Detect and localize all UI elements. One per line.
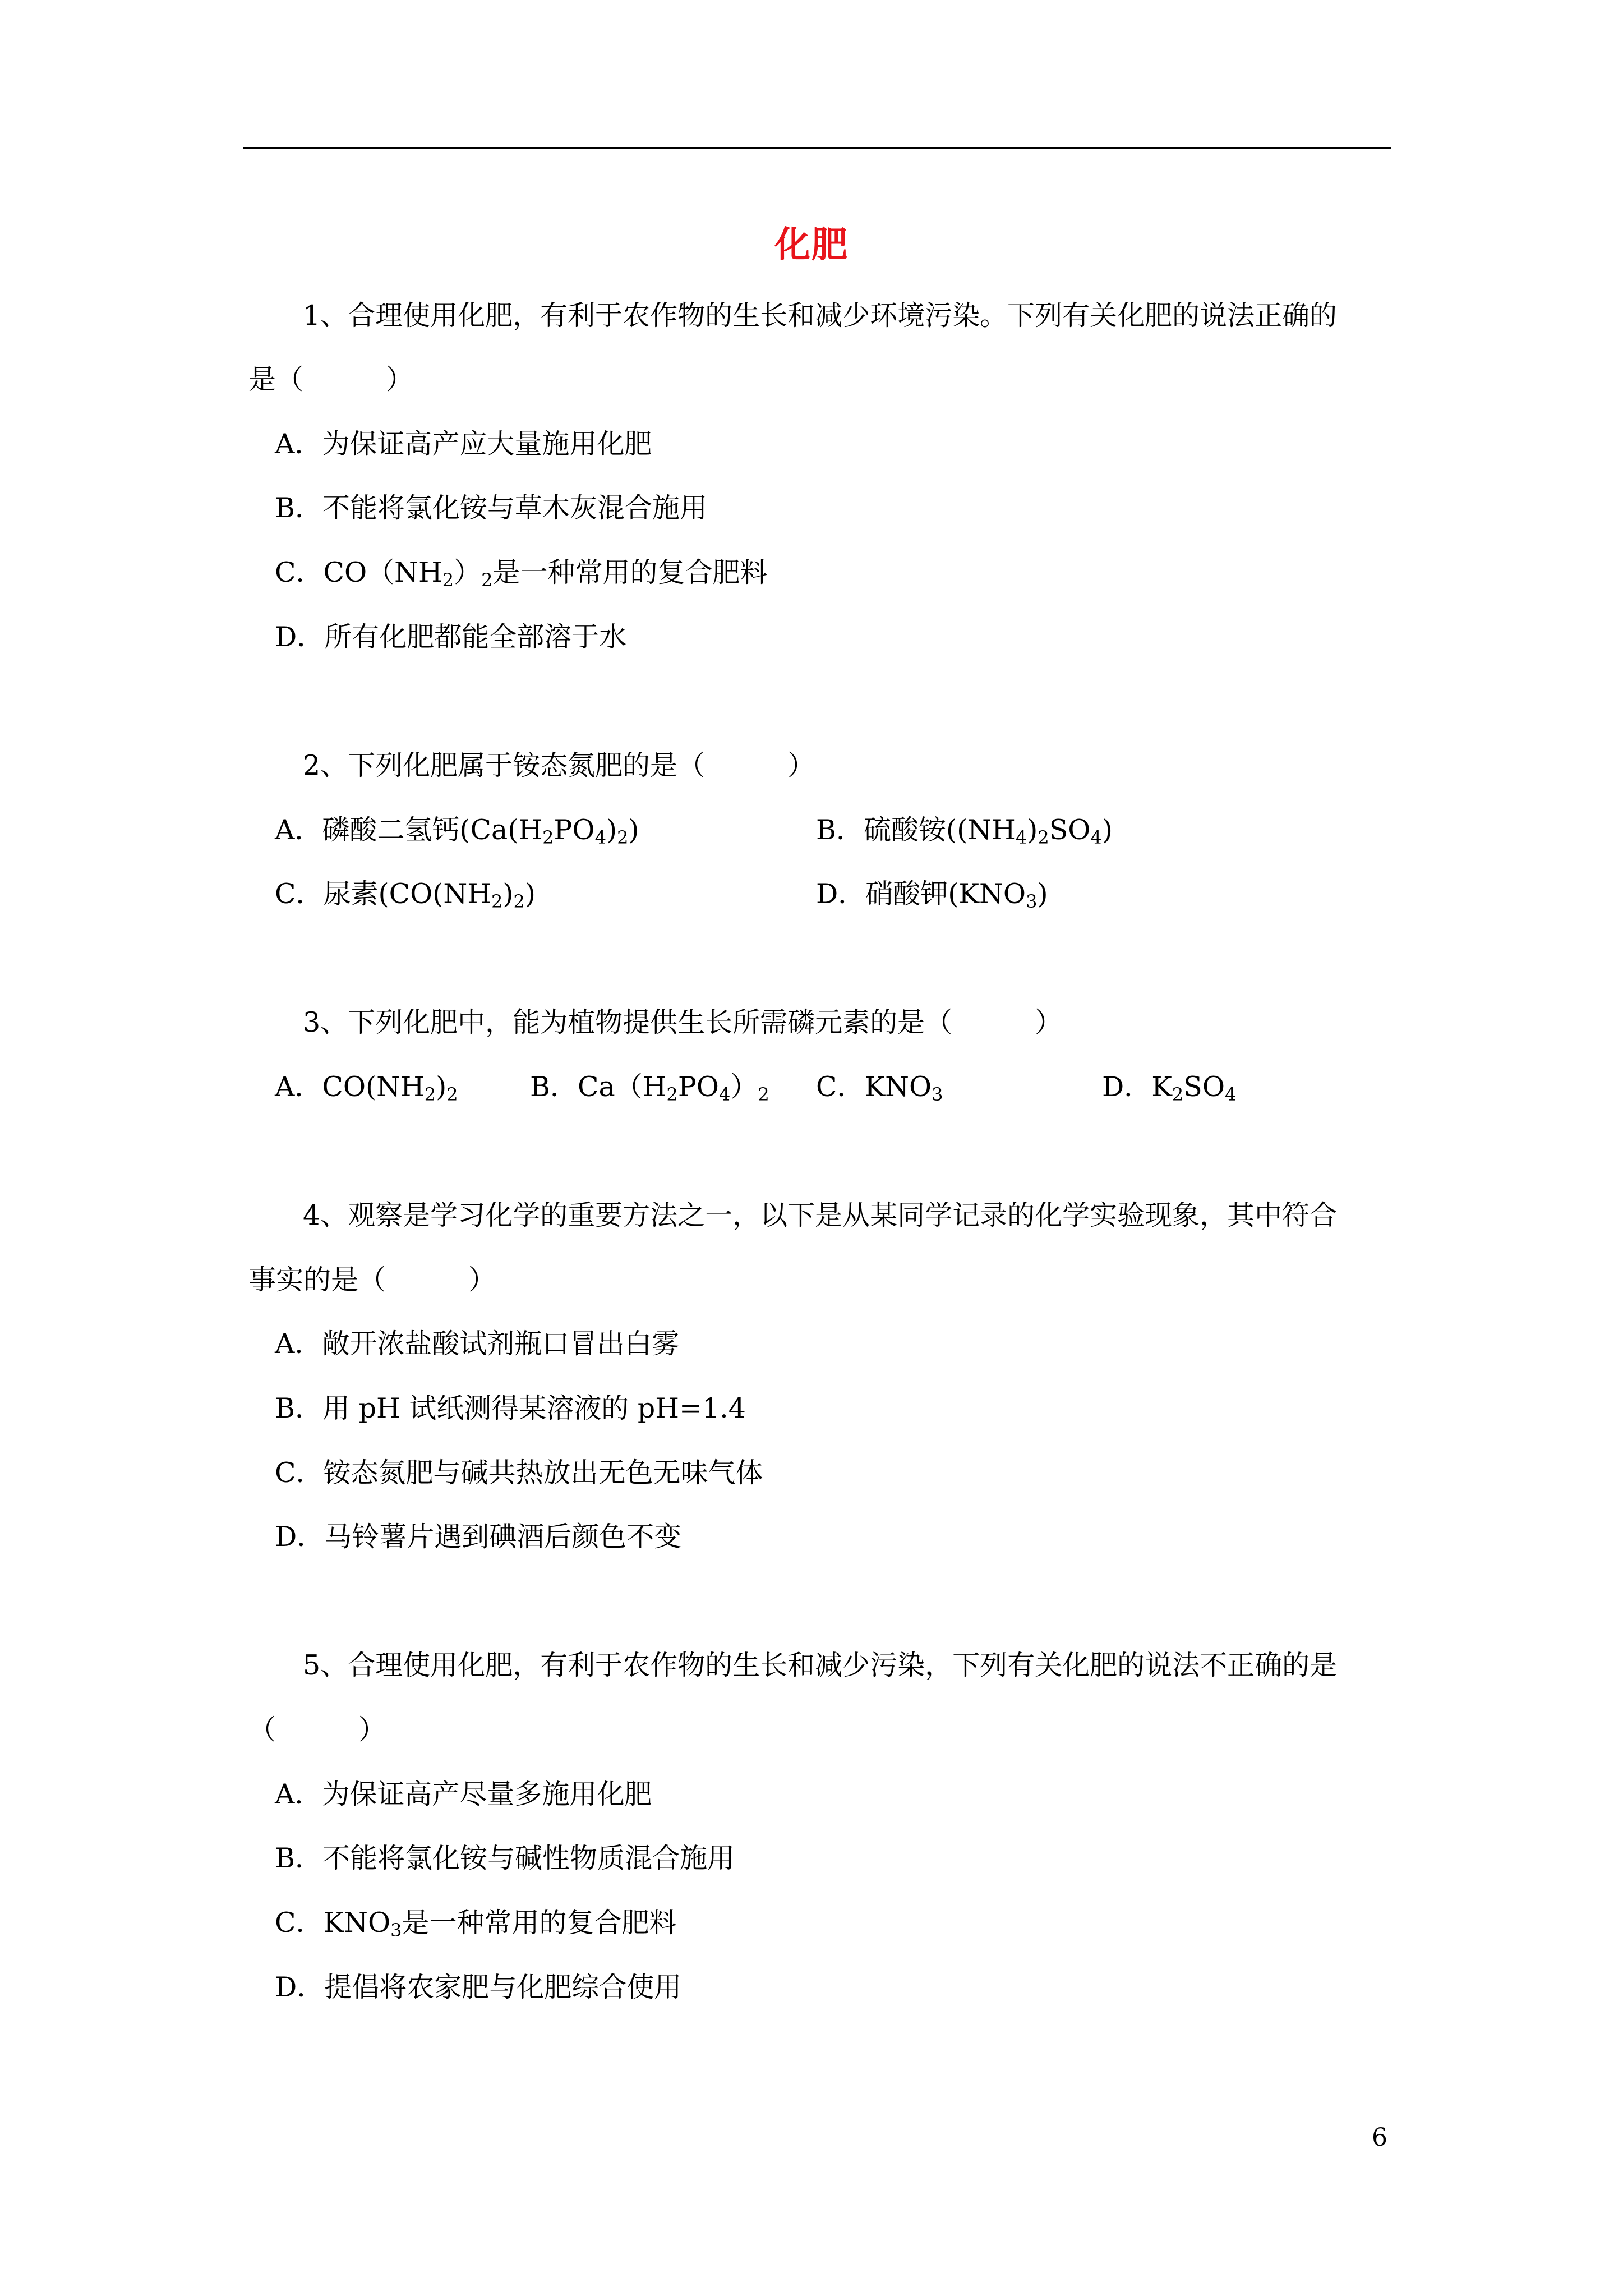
question-1-option-a: A．为保证高产应大量施用化肥 [275,428,652,460]
question-3-stem: 3、下列化肥中，能为植物提供生长所需磷元素的是（ ） [303,1006,1063,1038]
question-4-option-c: C．铵态氮肥与碱共热放出无色无味气体 [275,1457,763,1489]
question-3-option-b: B．$Ca(H_2PO_4)_2$ [530,1071,769,1105]
question-1-option-b: B．不能将氯化铵与草木灰混合施用 [275,492,708,524]
question-5-stem: 5、合理使用化肥，有利于农作物的生长和减少污染，下列有关化肥的说法不正确的是 [303,1649,1338,1681]
question-5-option-d: D．提倡将农家肥与化肥综合使用 [275,1971,682,2003]
question-2-option-b: B．硫酸铵$((NH_4)_2SO_4)$ [816,814,1113,848]
question-2-option-d: D．硝酸钾$(KNO_3)$ [816,878,1048,912]
question-1-stem: 1、合理使用化肥，有利于农作物的生长和减少环境污染。下列有关化肥的说法正确的 [303,300,1338,332]
question-1-stem-cont: 是（ ） [248,364,414,395]
question-3-option-c: C．$KNO_3$ [816,1071,943,1105]
question-3-option-a: A．$CO(NH_2)_2$ [275,1071,458,1105]
header-rule [243,147,1391,149]
question-4-stem: 4、观察是学习化学的重要方法之一，以下是从某同学记录的化学实验现象，其中符合 [303,1199,1338,1231]
question-3-option-d: D．$K_2SO_4$ [1102,1071,1237,1105]
question-1-option-d: D．所有化肥都能全部溶于水 [275,621,627,653]
question-5-stem-cont: （ ） [248,1714,386,1746]
question-2-stem: 2、下列化肥属于铵态氮肥的是（ ） [303,749,815,781]
question-4-option-a: A．敞开浓盐酸试剂瓶口冒出白雾 [275,1328,680,1360]
question-2-option-a: A．磷酸二氢钙$(Ca(H_2PO_4)_2)$ [275,814,639,848]
question-4-stem-cont: 事实的是（ ） [248,1264,496,1296]
question-2-option-c: C．尿素$(CO(NH_2)_2)$ [275,878,536,912]
question-5-option-b: B．不能将氯化铵与碱性物质混合施用 [275,1842,735,1874]
question-4-option-b: B．用 pH 试纸测得某溶液的 pH=1.4 [275,1392,746,1424]
question-1-option-c: C．$CO(NH_2)_2$是一种常用的复合肥料 [275,556,768,591]
question-4-option-d: D．马铃薯片遇到碘酒后颜色不变 [275,1521,682,1553]
question-5-option-c: C．$KNO_3$是一种常用的复合肥料 [275,1907,677,1941]
page-title: 化肥 [774,224,849,266]
question-5-option-a: A．为保证高产尽量多施用化肥 [275,1778,652,1810]
page-number: 6 [1372,2123,1387,2152]
